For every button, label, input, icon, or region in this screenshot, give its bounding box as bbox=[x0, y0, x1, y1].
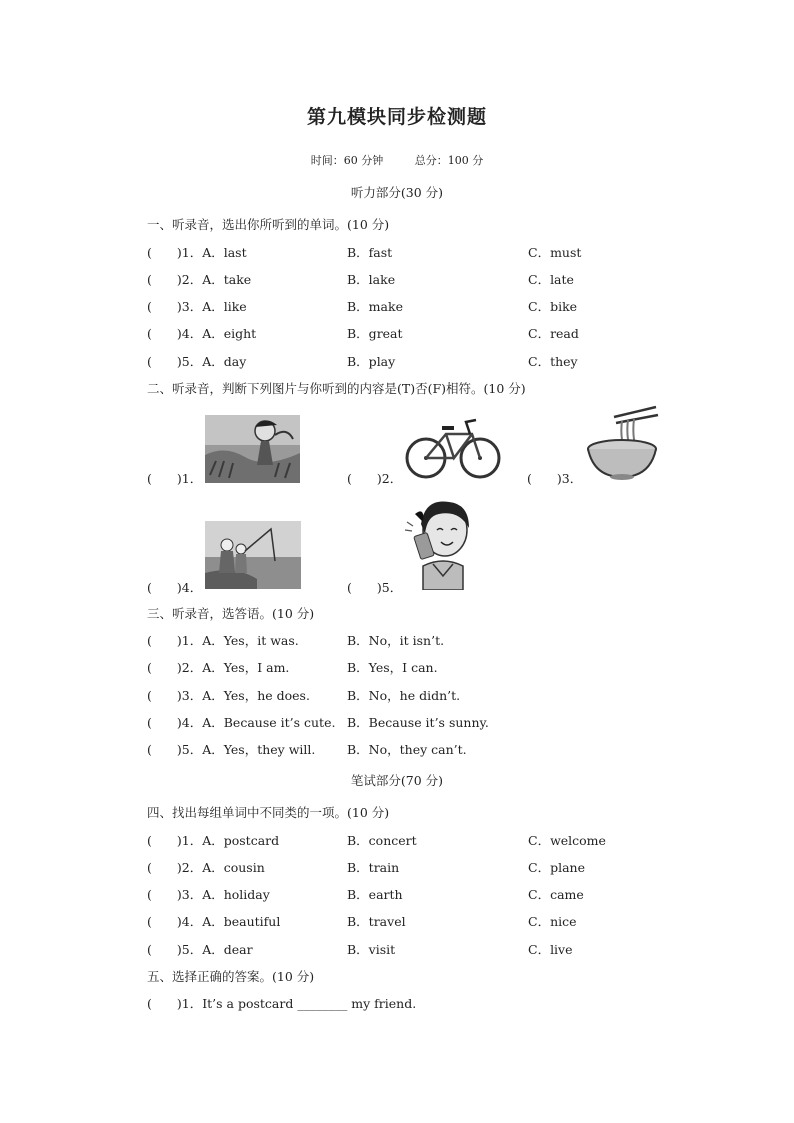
option-b: B．fast bbox=[347, 245, 393, 260]
phone-call-picture-icon bbox=[403, 494, 483, 590]
option-a: ( )2．A．take bbox=[147, 272, 252, 287]
picture-question-3: ( )3． bbox=[527, 471, 583, 486]
question-row bbox=[147, 658, 667, 676]
question-row bbox=[147, 940, 667, 958]
question-row bbox=[147, 324, 667, 342]
option-b: B．travel bbox=[347, 914, 406, 929]
picture-question-5: ( )5． bbox=[347, 580, 403, 595]
exam-meta bbox=[0, 152, 794, 168]
question-row bbox=[147, 831, 667, 849]
option-b: B．Yes，I can. bbox=[347, 660, 438, 675]
question-row bbox=[147, 740, 667, 758]
option-b: B．lake bbox=[347, 272, 396, 287]
option-a: ( )2．A．Yes，I am. bbox=[147, 660, 290, 675]
option-b: B．No，he didn’t. bbox=[347, 688, 461, 703]
option-c: C．nice bbox=[528, 914, 577, 929]
option-a: ( )3．A．holiday bbox=[147, 887, 270, 902]
question-text: ( )1．It’s a postcard ________ my friend. bbox=[147, 996, 417, 1011]
page-title: 第九模块同步检测题 bbox=[306, 106, 487, 128]
option-b: B．No，it isn’t. bbox=[347, 633, 445, 648]
question-row bbox=[147, 686, 667, 704]
option-a: ( )4．A．eight bbox=[147, 326, 257, 341]
option-b: B．make bbox=[347, 299, 403, 314]
fishing-picture-icon bbox=[205, 521, 301, 589]
question-row bbox=[147, 352, 667, 370]
picture-question-4: ( )4． bbox=[147, 580, 203, 595]
option-c: C．they bbox=[528, 354, 578, 369]
question-row bbox=[147, 713, 667, 731]
noodle-bowl-picture-icon bbox=[584, 405, 660, 481]
question-row bbox=[147, 297, 667, 315]
option-b: B．concert bbox=[347, 833, 417, 848]
option-a: ( )5．A．dear bbox=[147, 942, 253, 957]
question-row bbox=[147, 912, 667, 930]
part-listening-heading: 听力部分(30 分) bbox=[350, 185, 444, 200]
kite-girl-picture-icon bbox=[205, 415, 300, 483]
section-3-heading: 三、听录音，选答语。(10 分) bbox=[147, 606, 315, 621]
option-a: ( )4．A．beautiful bbox=[147, 914, 281, 929]
option-a: ( )5．A．day bbox=[147, 354, 247, 369]
bicycle-picture-icon bbox=[404, 416, 502, 482]
option-c: C．came bbox=[528, 887, 584, 902]
section-4-heading: 四、找出每组单词中不同类的一项。(10 分) bbox=[147, 805, 390, 820]
option-a: ( )4．A．Because it’s cute. bbox=[147, 715, 336, 730]
option-c: C．plane bbox=[528, 860, 585, 875]
option-b: B．earth bbox=[347, 887, 403, 902]
option-b: B．Because it’s sunny. bbox=[347, 715, 489, 730]
question-row bbox=[147, 994, 667, 1012]
option-c: C．must bbox=[528, 245, 582, 260]
option-b: B．play bbox=[347, 354, 396, 369]
option-a: ( )1．A．postcard bbox=[147, 833, 280, 848]
option-b: B．great bbox=[347, 326, 403, 341]
option-c: C．bike bbox=[528, 299, 578, 314]
question-row bbox=[147, 243, 667, 261]
option-a: ( )2．A．cousin bbox=[147, 860, 265, 875]
option-c: C．read bbox=[528, 326, 579, 341]
section-2-heading: 二、听录音，判断下列图片与你听到的内容是(T)否(F)相符。(10 分) bbox=[147, 381, 526, 396]
section-5-heading: 五、选择正确的答案。(10 分) bbox=[147, 969, 315, 984]
option-b: B．train bbox=[347, 860, 400, 875]
part-written-heading: 笔试部分(70 分) bbox=[350, 773, 444, 788]
option-a: ( )1．A．last bbox=[147, 245, 247, 260]
picture-question-2: ( )2． bbox=[347, 471, 403, 486]
question-row bbox=[147, 885, 667, 903]
question-row bbox=[147, 631, 667, 649]
picture-question-1: ( )1． bbox=[147, 471, 203, 486]
option-c: C．late bbox=[528, 272, 574, 287]
option-c: C．live bbox=[528, 942, 573, 957]
total-score: 总分：100 分 bbox=[414, 154, 484, 167]
question-row bbox=[147, 858, 667, 876]
option-b: B．No，they can’t. bbox=[347, 742, 467, 757]
option-a: ( )3．A．Yes，he does. bbox=[147, 688, 310, 703]
question-row bbox=[147, 270, 667, 288]
option-c: C．welcome bbox=[528, 833, 606, 848]
option-a: ( )5．A．Yes，they will. bbox=[147, 742, 316, 757]
option-a: ( )3．A．like bbox=[147, 299, 247, 314]
option-a: ( )1．A．Yes，it was. bbox=[147, 633, 299, 648]
section-1-heading: 一、听录音，选出你所听到的单词。(10 分) bbox=[147, 217, 390, 232]
option-b: B．visit bbox=[347, 942, 396, 957]
time-limit: 时间：60 分钟 bbox=[310, 154, 384, 167]
